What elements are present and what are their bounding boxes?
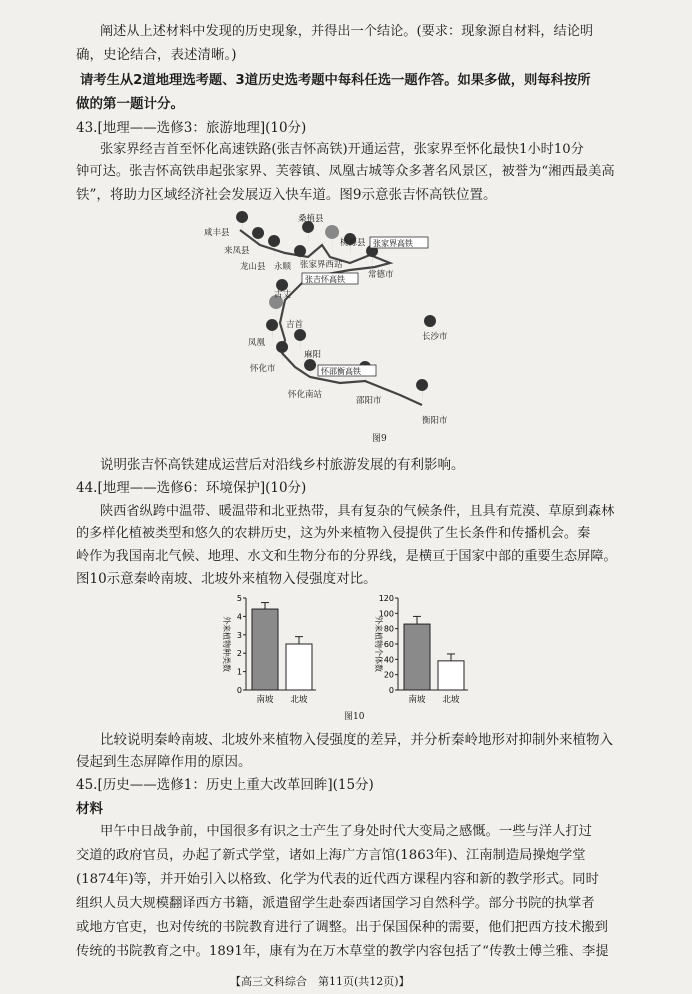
badge-4: 怀邵衡高铁 (321, 367, 361, 376)
intro-line-2: 确，史论结合，表述清晰。) (76, 47, 237, 63)
q45-para-3: (1874年)等，并开始引入以格致、化学为代表的近代西方课程内容和新的教学形式。同时 (76, 872, 599, 887)
q45-para-2: 交道的政府官员，办起了新式学堂，诸如上海广方言馆(1863年)、江南制造局操炮学堂 (76, 848, 586, 863)
badge-3: 张吉怀高铁 (305, 275, 345, 284)
label-huaihua-south: 怀化南站 (288, 390, 323, 400)
bar-北坡 (438, 661, 464, 690)
label-xianfeng: 咸丰县 (204, 228, 230, 238)
label-taoyuan: 桃源县 (340, 238, 366, 248)
y-tick-label: 0 (236, 686, 242, 695)
q44-question-2: 侵起到生态屏障作用的原因。 (76, 754, 252, 770)
y-tick-label: 1 (236, 667, 242, 677)
x-tick-label: 北坡 (290, 695, 308, 705)
q44-para-1: 陕西省纵跨中温带、暖温带和北亚热带，具有复杂的气候条件，且具有荒漠、草原到森林 (100, 504, 615, 519)
bar-南坡 (252, 609, 278, 690)
q43-para-3: 铁”，将助力区域经济社会发展迈入快车道。图9示意张吉怀高铁位置。 (76, 187, 497, 203)
q45-para-4: 组织人员大规模翻译西方书籍，派遣留学生赴泰西诸国学习自然科学。部分书院的执掌者 (76, 896, 595, 911)
badge-1: 张家界高铁 (373, 239, 413, 248)
q43-question: 说明张吉怀高铁建成运营后对沿线乡村旅游发展的有利影响。 (100, 457, 465, 473)
y-tick-label: 100 (378, 609, 394, 619)
y-tick-label: 0 (388, 686, 394, 695)
intro-line-1: 阐述从上述材料中发现的历史现象，并得出一个结论。(要求：现象源自材料，结论明 (100, 24, 594, 39)
y-tick-label: 4 (236, 612, 242, 622)
label-laifeng: 来凤县 (224, 246, 250, 256)
marker-fenghuang (266, 319, 278, 343)
instruction-line-2: 做的第一题计分。 (76, 96, 184, 112)
x-tick-label: 北坡 (442, 695, 460, 705)
q43-para-2: 钟可达。张吉怀高铁串起张家界、芙蓉镇、凤凰古城等众多著名风景区，被誉为“湘西最美高 (76, 164, 615, 179)
y-tick-label: 2 (236, 649, 242, 659)
q43-title: 43.[地理——选修3：旅游地理](10分) (76, 120, 307, 136)
marker-sangzhi (302, 221, 314, 245)
marker-hengyang (416, 379, 428, 403)
page-footer: 【高三文科综合 第11页(共12页)】 (230, 975, 410, 988)
q44-para-4: 图10示意秦岭南坡、北坡外来植物入侵强度对比。 (76, 571, 377, 587)
marker-huaihua (276, 341, 288, 365)
label-hengyang: 衡阳市 (422, 416, 448, 425)
instruction-line-1: 请考生从2道地理选考题、3道历史选考题中每科任选一题作答。如果多做，则每科按所 (80, 73, 591, 88)
high-speed-rail-map (190, 205, 490, 425)
figure-10-caption: 图10 (344, 712, 365, 722)
chart-individual-count (352, 590, 492, 710)
q45-para-1: 甲午中日战争前，中国很多有识之士产生了身处时代大变局之感慨。一些与洋人打过 (100, 824, 592, 839)
marker-laifeng (252, 227, 264, 251)
q45-para-6: 传统的书院教育之中。1891年，康有为在万木草堂的教学内容包括了“传教士傅兰雅、李提 (76, 944, 609, 959)
label-changde: 常德市 (368, 270, 394, 280)
label-zjjx: 张家界西站 (300, 260, 343, 270)
label-fenghuang: 凤凰 (248, 338, 266, 348)
label-sangzhi: 桑植县 (298, 214, 324, 224)
label-guzhang: 古丈 (274, 290, 292, 300)
label-mayang: 麻阳 (304, 350, 322, 360)
q45-para-5: 或地方官吏，也对传统的书院教育进行了调整。出于保国保种的需要，他们把西方技术搬到 (76, 920, 608, 935)
bar-南坡 (404, 624, 430, 690)
y-tick-label: 5 (236, 594, 242, 603)
label-jishou: 吉首 (286, 320, 304, 330)
rail-line (240, 230, 422, 405)
marker-huaihua-south (304, 359, 316, 383)
q44-question-1: 比较说明秦岭南坡、北坡外来植物入侵强度的差异，并分析秦岭地形对抑制外来植物入 (100, 732, 613, 748)
q44-para-2: 的多样化植被类型和悠久的农耕历史，这为外来植物入侵提供了生长条件和传播机会。秦 (76, 526, 591, 541)
q45-material-label: 材料 (76, 801, 103, 817)
y-tick-label: 20 (383, 670, 394, 680)
x-tick-label: 南坡 (256, 695, 274, 705)
marker-changsha (424, 315, 436, 327)
chart-species-count (212, 590, 332, 710)
label-yongshun: 永顺 (274, 262, 292, 272)
y-tick-label: 60 (383, 640, 394, 649)
x-tick-label: 南坡 (408, 695, 426, 705)
q45-title: 45.[历史——选修1：历史上重大改革回眸](15分) (76, 777, 374, 793)
label-changsha: 长沙市 (422, 332, 448, 342)
figure-9-caption: 图9 (372, 434, 387, 444)
y-tick-label: 3 (236, 630, 242, 640)
label-shaoyang: 邵阳市 (356, 396, 382, 406)
bar-北坡 (286, 644, 312, 690)
y-axis-label: 外来植物个体数 (374, 616, 383, 672)
y-tick-label: 80 (383, 624, 394, 634)
q44-title: 44.[地理——选修6：环境保护](10分) (76, 480, 307, 496)
label-huaihua: 怀化市 (250, 364, 276, 374)
marker-zjjx (325, 225, 339, 253)
q44-para-3: 岭作为我国南北气候、地理、水文和生物分布的分界线，是横亘于国家中部的重要生态屏障。 (76, 549, 617, 564)
y-tick-label: 120 (378, 594, 394, 603)
label-longshan: 龙山县 (240, 262, 266, 272)
y-tick-label: 40 (383, 655, 394, 665)
y-axis-label: 外来植物种类数 (222, 616, 231, 672)
q43-para-1: 张家界经吉首至怀化高速铁路(张吉怀高铁)开通运营，张家界至怀化最快1小时10分 (100, 142, 584, 157)
